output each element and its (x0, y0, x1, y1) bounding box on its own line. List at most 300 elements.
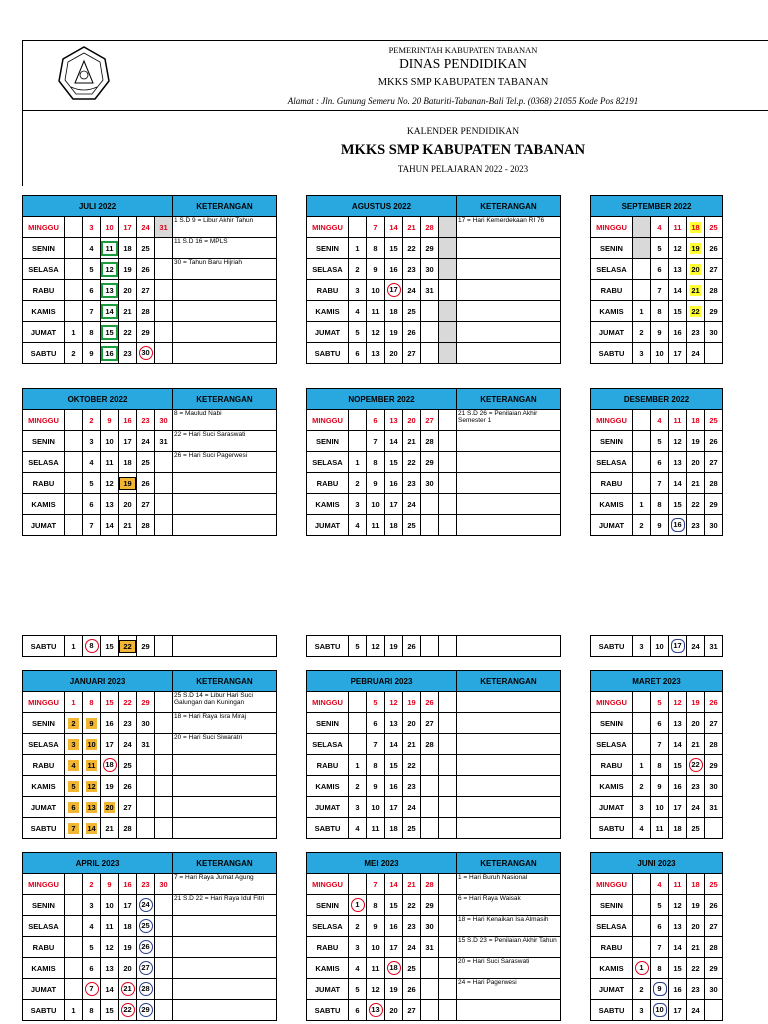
date-value: 1 (355, 243, 360, 253)
keterangan-cell: 18 = Hari Raya Isra Miraj (173, 713, 277, 734)
day-label: SABTU (307, 636, 349, 657)
date-cell (349, 692, 367, 713)
date-value: 4 (639, 823, 644, 833)
date-value: 23 (691, 984, 700, 994)
date-cell (83, 1000, 101, 1021)
date-cell (687, 797, 705, 818)
date-value: 26 (141, 264, 150, 274)
date-cell (349, 895, 367, 916)
date-value: 9 (86, 718, 97, 729)
date-cell (633, 259, 651, 280)
date-value: 22 (691, 499, 700, 509)
date-value: 24 (407, 285, 416, 295)
date-value: 18 (389, 823, 398, 833)
day-label: RABU (307, 937, 349, 958)
date-value: 30 (709, 327, 718, 337)
date-value: 25 (691, 823, 700, 833)
month-block-maret (590, 670, 723, 839)
date-value: 1 (635, 961, 649, 975)
date-cell (385, 301, 403, 322)
date-cell (651, 692, 669, 713)
date-cell (633, 713, 651, 734)
date-value: 10 (655, 802, 664, 812)
date-value: 18 (103, 758, 117, 772)
date-cell (367, 734, 385, 755)
keterangan-cell (457, 636, 561, 657)
keterangan-cell: 8 = Maulud Nabi (173, 410, 277, 431)
week-row (23, 280, 277, 301)
date-cell (83, 874, 101, 895)
date-cell (439, 280, 457, 301)
date-cell (633, 410, 651, 431)
calendar-oktober (22, 388, 277, 536)
day-label: MINGGU (23, 692, 65, 713)
date-cell (83, 937, 101, 958)
date-value: 20 (123, 499, 132, 509)
date-cell (349, 916, 367, 937)
date-value: 26 (709, 436, 718, 446)
week-row (591, 895, 723, 916)
day-label: SELASA (307, 734, 349, 755)
day-label: MINGGU (23, 874, 65, 895)
date-cell (421, 874, 439, 895)
date-value: 4 (355, 306, 360, 316)
date-cell (367, 958, 385, 979)
date-cell (385, 818, 403, 839)
date-cell (349, 874, 367, 895)
date-cell (137, 734, 155, 755)
day-label: SABTU (591, 343, 633, 364)
date-cell (403, 797, 421, 818)
date-cell (403, 874, 421, 895)
keterangan-header: KETERANGAN (457, 389, 561, 410)
date-value: 20 (691, 921, 700, 931)
date-value: 12 (105, 942, 114, 952)
week-row (591, 410, 723, 431)
date-value: 28 (425, 436, 434, 446)
week-row (307, 916, 561, 937)
day-label: SELASA (591, 734, 633, 755)
date-value: 2 (639, 327, 644, 337)
date-value: 30 (139, 346, 153, 360)
date-value: 20 (407, 718, 416, 728)
date-value: 9 (657, 327, 662, 337)
date-cell (633, 431, 651, 452)
date-value: 19 (691, 900, 700, 910)
week-row (591, 636, 723, 657)
date-cell (421, 238, 439, 259)
week-row (591, 217, 723, 238)
date-value: 28 (425, 879, 434, 889)
date-cell (421, 958, 439, 979)
date-cell (385, 895, 403, 916)
date-cell (669, 636, 687, 657)
date-cell (669, 874, 687, 895)
date-cell (687, 280, 705, 301)
day-label: RABU (23, 937, 65, 958)
date-value: 18 (691, 879, 700, 889)
date-cell (705, 280, 723, 301)
date-value: 4 (89, 921, 94, 931)
date-value: 5 (657, 243, 662, 253)
week-row (307, 797, 561, 818)
date-cell (651, 916, 669, 937)
date-cell (439, 301, 457, 322)
date-value: 14 (673, 739, 682, 749)
month-header-pebruari: PEBRUARI 2023 (307, 671, 457, 692)
date-cell (439, 818, 457, 839)
date-cell (119, 343, 137, 364)
date-cell (101, 713, 119, 734)
date-cell (101, 515, 119, 536)
date-cell (349, 776, 367, 797)
date-value: 23 (691, 781, 700, 791)
date-cell (705, 776, 723, 797)
week-row (591, 776, 723, 797)
date-cell (349, 713, 367, 734)
date-value: 15 (389, 900, 398, 910)
date-cell (439, 494, 457, 515)
date-value: 28 (709, 942, 718, 952)
calendar-nopember (306, 388, 561, 536)
date-cell (439, 713, 457, 734)
keterangan-cell: 18 = Hari Kenaikan Isa Almasih (457, 916, 561, 937)
date-value: 6 (373, 415, 378, 425)
month-block-agustus (306, 195, 561, 364)
date-value: 27 (141, 499, 150, 509)
date-value: 10 (655, 641, 664, 651)
keterangan-cell (173, 818, 277, 839)
date-cell (439, 515, 457, 536)
date-cell (349, 636, 367, 657)
month-block-nopember (306, 388, 561, 536)
date-cell (705, 431, 723, 452)
date-value: 26 (709, 243, 718, 253)
date-cell (137, 515, 155, 536)
date-value: 4 (657, 415, 662, 425)
day-label: SENIN (307, 713, 349, 734)
date-cell (633, 958, 651, 979)
date-cell (651, 473, 669, 494)
date-cell (83, 797, 101, 818)
date-value: 3 (639, 641, 644, 651)
day-label: SENIN (591, 238, 633, 259)
date-cell (669, 734, 687, 755)
date-value: 26 (123, 781, 132, 791)
day-label: SABTU (591, 1000, 633, 1021)
keterangan-cell: 26 = Hari Suci Pagerwesi (173, 452, 277, 473)
week-row (307, 410, 561, 431)
date-value: 20 (407, 415, 416, 425)
date-cell (155, 937, 173, 958)
date-cell (65, 259, 83, 280)
date-cell (349, 452, 367, 473)
date-cell (101, 692, 119, 713)
date-cell (65, 473, 83, 494)
date-cell (403, 322, 421, 343)
date-cell (669, 818, 687, 839)
date-value: 15 (389, 243, 398, 253)
date-cell (65, 410, 83, 431)
date-cell (651, 431, 669, 452)
date-cell (83, 301, 101, 322)
keterangan-cell (457, 734, 561, 755)
date-value: 28 (425, 739, 434, 749)
date-cell (155, 958, 173, 979)
date-value: 2 (639, 984, 644, 994)
date-cell (421, 301, 439, 322)
date-cell (687, 916, 705, 937)
week-row (23, 636, 277, 657)
date-cell (65, 818, 83, 839)
date-cell (119, 494, 137, 515)
keterangan-cell (457, 494, 561, 515)
day-label: JUMAT (23, 322, 65, 343)
calendar-desember (590, 388, 723, 536)
date-value: 26 (141, 478, 150, 488)
week-row (307, 473, 561, 494)
calendar-nopember-sabtu (306, 635, 561, 657)
keterangan-cell: 11 S.D 16 = MPLS (173, 238, 277, 259)
date-cell (155, 776, 173, 797)
keterangan-cell (457, 797, 561, 818)
date-cell (137, 713, 155, 734)
date-cell (101, 259, 119, 280)
date-value: 13 (673, 264, 682, 274)
day-label: KAMIS (23, 301, 65, 322)
date-cell (439, 452, 457, 473)
date-cell (633, 776, 651, 797)
date-value: 12 (673, 436, 682, 446)
date-value: 21 (407, 222, 416, 232)
date-cell (367, 301, 385, 322)
date-value: 24 (123, 739, 132, 749)
date-cell (421, 636, 439, 657)
date-value: 24 (407, 802, 416, 812)
date-value: 9 (657, 781, 662, 791)
keterangan-cell (457, 776, 561, 797)
date-cell (101, 979, 119, 1000)
date-cell (83, 343, 101, 364)
date-value: 15 (105, 641, 114, 651)
date-cell (119, 818, 137, 839)
keterangan-cell: 24 = Hari Pagerwesi (457, 979, 561, 1000)
date-value: 1 (639, 306, 644, 316)
date-cell (349, 958, 367, 979)
date-cell (403, 259, 421, 280)
keterangan-cell (173, 473, 277, 494)
date-cell (367, 818, 385, 839)
date-cell (119, 937, 137, 958)
date-cell (439, 979, 457, 1000)
date-value: 18 (123, 457, 132, 467)
date-value: 21 (691, 285, 700, 295)
date-cell (421, 979, 439, 1000)
date-value: 4 (355, 823, 360, 833)
date-cell (101, 238, 119, 259)
date-cell (137, 343, 155, 364)
date-cell (83, 238, 101, 259)
date-cell (367, 280, 385, 301)
week-row (591, 692, 723, 713)
date-value: 10 (371, 499, 380, 509)
date-value: 8 (657, 963, 662, 973)
date-value: 29 (709, 963, 718, 973)
date-cell (669, 343, 687, 364)
date-value: 12 (673, 697, 682, 707)
date-value: 3 (639, 1005, 644, 1015)
date-value: 29 (425, 457, 434, 467)
date-cell (633, 1000, 651, 1021)
date-value: 30 (425, 264, 434, 274)
date-value: 3 (68, 739, 79, 750)
date-cell (155, 692, 173, 713)
date-cell (669, 937, 687, 958)
date-cell (137, 494, 155, 515)
date-cell (65, 217, 83, 238)
date-cell (633, 301, 651, 322)
keterangan-cell: 7 = Hari Raya Jumat Agung (173, 874, 277, 895)
date-cell (421, 1000, 439, 1021)
day-label: RABU (23, 280, 65, 301)
date-cell (421, 734, 439, 755)
keterangan-cell: 22 = Hari Suci Saraswati (173, 431, 277, 452)
date-cell (101, 217, 119, 238)
date-value: 13 (101, 283, 118, 298)
keterangan-cell: 17 = Hari Kemerdekaan RI 76 (457, 217, 561, 238)
date-cell (119, 431, 137, 452)
date-cell (137, 958, 155, 979)
date-cell (669, 410, 687, 431)
date-cell (349, 818, 367, 839)
week-row (23, 301, 277, 322)
date-cell (155, 217, 173, 238)
date-value: 5 (68, 781, 79, 792)
week-row (591, 818, 723, 839)
date-value: 29 (709, 499, 718, 509)
date-value: 1 (355, 457, 360, 467)
sabtu-row-oktober (22, 635, 277, 657)
day-label: SENIN (307, 238, 349, 259)
date-value: 5 (657, 900, 662, 910)
date-value: 31 (159, 222, 168, 232)
calendar-title-block (22, 110, 768, 186)
date-cell (633, 937, 651, 958)
date-cell (65, 692, 83, 713)
week-row (307, 958, 561, 979)
date-cell (65, 238, 83, 259)
month-block-juli (22, 195, 277, 364)
date-cell (367, 776, 385, 797)
keterangan-cell (457, 692, 561, 713)
date-cell (83, 636, 101, 657)
date-cell (385, 692, 403, 713)
day-label: MINGGU (307, 874, 349, 895)
keterangan-cell (173, 958, 277, 979)
week-row (23, 343, 277, 364)
date-value: 11 (673, 222, 682, 232)
week-row (591, 259, 723, 280)
date-value: 15 (389, 457, 398, 467)
week-row (591, 755, 723, 776)
date-value: 16 (673, 327, 682, 337)
date-value: 12 (389, 697, 398, 707)
date-cell (155, 343, 173, 364)
date-value: 19 (119, 477, 136, 490)
date-value: 14 (389, 436, 398, 446)
date-cell (349, 515, 367, 536)
date-value: 20 (691, 457, 700, 467)
date-cell (651, 937, 669, 958)
date-cell (705, 343, 723, 364)
date-value: 3 (639, 348, 644, 358)
date-value: 15 (105, 697, 114, 707)
date-cell (633, 473, 651, 494)
date-cell (385, 322, 403, 343)
date-cell (101, 916, 119, 937)
date-value: 30 (159, 415, 168, 425)
date-cell (83, 322, 101, 343)
week-row (591, 713, 723, 734)
date-value: 17 (389, 942, 398, 952)
day-label: SELASA (591, 452, 633, 473)
month-block-desember (590, 388, 723, 536)
date-value: 21 (691, 942, 700, 952)
date-value: 10 (371, 942, 380, 952)
keterangan-cell (173, 755, 277, 776)
date-value: 2 (89, 879, 94, 889)
date-value: 4 (89, 243, 94, 253)
day-label: SENIN (591, 895, 633, 916)
date-value: 4 (355, 520, 360, 530)
day-label: SELASA (591, 916, 633, 937)
keterangan-cell (457, 755, 561, 776)
date-cell (83, 452, 101, 473)
date-cell (155, 452, 173, 473)
date-value: 12 (87, 781, 96, 791)
date-cell (385, 410, 403, 431)
date-cell (687, 410, 705, 431)
calendar-september (590, 195, 723, 364)
day-label: KAMIS (307, 301, 349, 322)
date-cell (367, 473, 385, 494)
week-row (23, 818, 277, 839)
date-cell (651, 515, 669, 536)
date-value: 19 (691, 243, 700, 253)
date-value: 24 (141, 222, 150, 232)
day-label: SABTU (307, 343, 349, 364)
date-value: 19 (123, 264, 132, 274)
week-row (591, 937, 723, 958)
date-cell (155, 1000, 173, 1021)
date-cell (403, 692, 421, 713)
keterangan-cell (457, 238, 561, 259)
date-value: 21 (691, 478, 700, 488)
date-value: 21 (121, 982, 135, 996)
date-cell (137, 636, 155, 657)
month-header-juli: JULI 2022 (23, 196, 173, 217)
date-cell (687, 692, 705, 713)
date-cell (403, 238, 421, 259)
date-cell (421, 217, 439, 238)
date-cell (65, 494, 83, 515)
keterangan-cell (457, 452, 561, 473)
date-cell (403, 280, 421, 301)
date-cell (439, 937, 457, 958)
calendar-pebruari (306, 670, 561, 839)
week-row (591, 916, 723, 937)
date-cell (705, 979, 723, 1000)
